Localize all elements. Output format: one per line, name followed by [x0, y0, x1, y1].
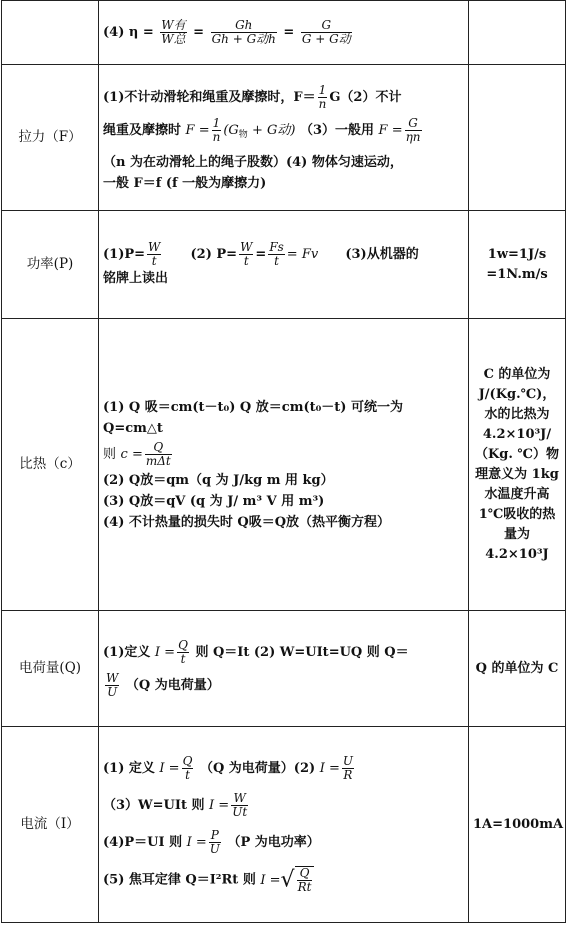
current-line1a: (1) 定义: [103, 761, 155, 776]
tension-line4: 一般 F＝f (f 一般为摩擦力): [103, 175, 267, 191]
row-current-note: 1A=1000mA: [469, 727, 566, 923]
charge-line2: （Q 为电荷量）: [125, 677, 220, 693]
fs-over-t-fraction: $\frac{Fs}{t}$: [269, 239, 284, 268]
eta-fraction-2: Gh Gh + G动h: [211, 18, 276, 46]
i-eq-sqrt-q-over-rt: I =√ $\frac{Q}{Rt}$: [260, 873, 314, 888]
row-power-note: 1w=1J/s =1N.m/s: [469, 211, 566, 319]
row-efficiency: [2, 1, 566, 65]
eta-fraction-1: W有 W总: [161, 18, 186, 46]
row-power-name: 功率(P): [2, 211, 99, 319]
c-formula: c = Q mΔt: [120, 439, 171, 468]
row-tension-note: [469, 65, 566, 211]
heat-line5: (3) Q放＝qV (q 为 J/ m³ V 用 m³): [103, 493, 325, 509]
i-eq-p-over-u: I = $\frac{P}{U}$: [186, 828, 220, 856]
row-power: [2, 211, 566, 319]
power-line1a: (1)P=: [103, 246, 146, 262]
tension-line1b: G（2）不计: [329, 89, 402, 105]
power-line1c: (3)从机器的: [345, 246, 419, 262]
row-efficiency-name: [2, 1, 99, 65]
row-charge-name: 电荷量(Q): [2, 611, 99, 727]
row-tension: [2, 65, 566, 211]
current-line3b: （P 为电功率）: [227, 835, 320, 850]
w-over-u-fraction: $\frac{W}{U}$: [106, 670, 119, 699]
row-efficiency-note: [469, 1, 566, 65]
current-line1b: （Q 为电荷量）(2): [199, 761, 316, 776]
efficiency-label: (4) η =: [103, 25, 154, 40]
i-eq-q-over-t: I = $\frac{Q}{t}$: [159, 754, 193, 782]
heat-line3: 则: [103, 446, 117, 462]
row-charge-note: Q 的单位为 C: [469, 611, 566, 727]
tension-line2b: （3）一般用: [299, 122, 375, 138]
row-power-content: (1)P= $\frac{W}{t}$ (2) P= $\frac{W}{t}$ = $\frac{Fs}{t}$ = Fv (3)从机器的 铭牌上读出: [99, 211, 469, 319]
power-line1b: (2) P=: [190, 246, 238, 262]
heat-line1: (1) Q 吸＝cm(t－t₀) Q 放＝cm(t₀－t) 可统一为: [103, 399, 403, 415]
formula-table: [1, 0, 566, 923]
heat-line2: Q=cm△t: [103, 420, 163, 436]
row-specific-heat-note: C 的单位为 J/(Kg.℃)，水的比热为 4.2×10³J/（Kg. ℃）物理意义为 1kg 水温度升高 1℃吸收的热量为 4.2×10³J: [469, 319, 566, 611]
heat-line6: (4) 不计热量的损失时 Q吸＝Q放（热平衡方程）: [103, 514, 391, 530]
current-line4a: (5) 焦耳定律 Q＝I²Rt 则: [103, 872, 256, 888]
one-over-n-fraction: $\frac{1}{n}$: [318, 82, 327, 111]
row-current-content: [99, 727, 469, 923]
charge-line1b: 则 Q＝It (2) W=UIt=UQ 则 Q＝: [195, 644, 409, 660]
tension-formula-3: F = $\frac{G}{\eta n}$: [378, 115, 421, 144]
row-specific-heat-name: 比热（c）: [2, 319, 99, 611]
i-eq-w-over-ut: I = $\frac{W}{Ut}$: [209, 791, 248, 819]
row-current: [2, 727, 566, 923]
current-line3a: (4)P＝UI 则: [103, 835, 183, 850]
heat-line4: (2) Q放＝qm（q 为 J/kg m 用 kg）: [103, 472, 334, 488]
row-efficiency-content: [99, 1, 469, 65]
row-charge: [2, 611, 566, 727]
w-over-t-fraction: $\frac{W}{t}$: [148, 239, 161, 268]
tension-formula-2: F = $\frac{1}{n}$ ($G_物 + G$动): [185, 115, 296, 144]
row-tension-name: 拉力（F）: [2, 65, 99, 211]
charge-line1a: (1)定义: [103, 644, 151, 660]
row-specific-heat: [2, 319, 566, 611]
row-specific-heat-content: [99, 319, 469, 611]
w-over-t-fraction-2: $\frac{W}{t}$: [240, 239, 253, 268]
tension-line3: （n 为在动滑轮上的绳子股数）(4) 物体匀速运动，: [103, 154, 403, 170]
tension-line1a: (1)不计动滑轮和绳重及摩擦时，F＝: [103, 89, 316, 105]
row-tension-content: [99, 65, 469, 211]
i-formula: I = $\frac{Q}{t}$: [154, 637, 188, 666]
power-line2: 铭牌上读出: [103, 270, 169, 286]
row-charge-content: [99, 611, 469, 727]
i-eq-u-over-r: I = $\frac{U}{R}$: [319, 754, 353, 782]
eta-fraction-3: G G + G动: [301, 18, 351, 46]
row-current-name: 电流（I）: [2, 727, 99, 923]
current-line2a: （3）W=UIt 则: [103, 798, 205, 813]
tension-line2a: 绳重及摩擦时: [103, 122, 182, 138]
efficiency-formula: (4) η = W有 W总 = Gh Gh + G动h = G G + G动: [103, 18, 351, 46]
